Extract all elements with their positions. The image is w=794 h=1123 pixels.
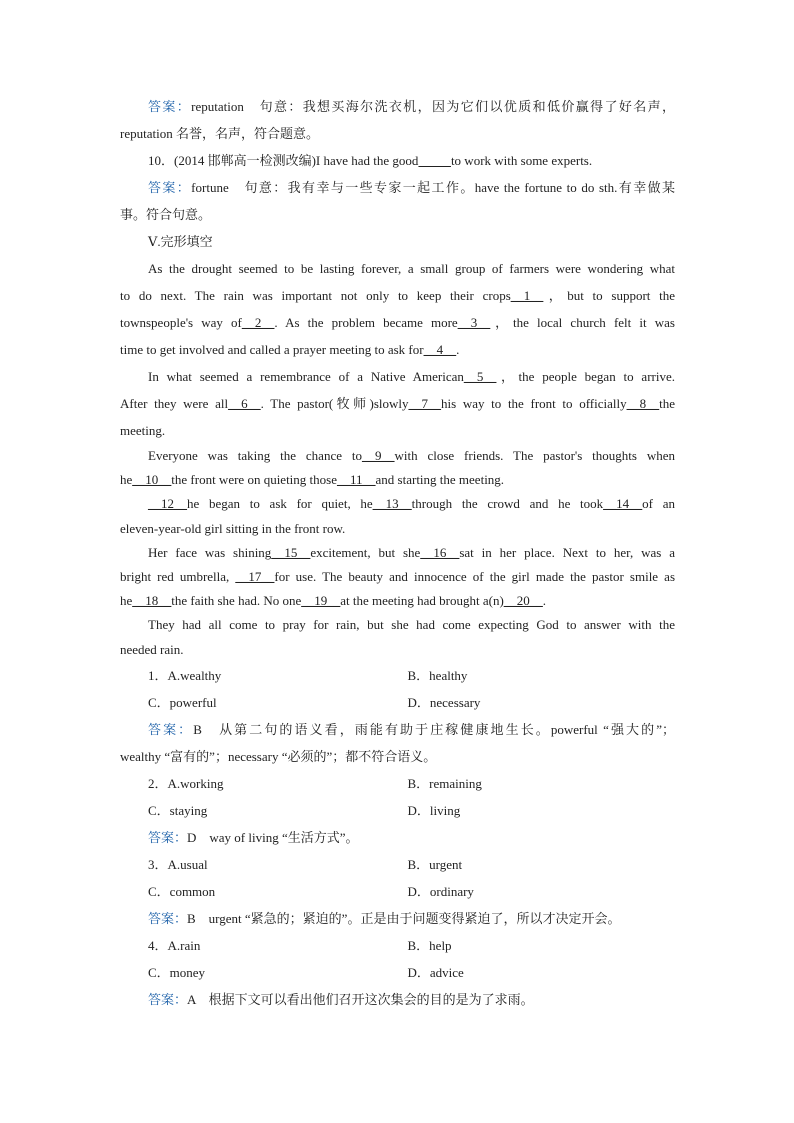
answer-line [120, 824, 675, 851]
option-b: B．urgent [407, 856, 463, 872]
fill-blank: __16__ [420, 544, 460, 560]
text-run: through the crowd and he took [411, 496, 604, 512]
text-line [120, 282, 675, 309]
option-row [120, 959, 675, 986]
question-item [120, 770, 675, 851]
text-run: at the meeting had brought a(n) [340, 593, 504, 609]
text-run: . [456, 342, 460, 357]
text-run: fortune 句意：我有幸与一些专家一起工作。have the fortune to do sth.有幸做某 [191, 180, 675, 195]
answer-label: 答案： [148, 99, 192, 114]
text-run: sat in her place. Next to her, was a [459, 544, 675, 560]
text-run: . The pastor(牧师)slowly [260, 396, 409, 411]
answer-label: 答案： [148, 180, 192, 195]
text-line [120, 201, 675, 228]
text-run: A 根据下文可以看出他们召开这次集会的目的是为了求雨。 [187, 991, 534, 1007]
text-run: with close friends. The pastor's thoughts when [394, 448, 675, 463]
document-page [120, 93, 675, 1013]
option-row [120, 770, 675, 797]
option-row [120, 797, 675, 824]
text-run: townspeople's way of [120, 315, 242, 330]
fill-blank: __3__ [457, 315, 491, 330]
text-run: his way to the front to officially [441, 396, 627, 411]
text-run: eleven-year-old girl sitting in the front row. [120, 520, 346, 536]
text-run: of an [642, 496, 675, 512]
fill-blank: __17__ [235, 568, 275, 584]
text-run: reputation 名誉，名声，符合题意。 [120, 126, 319, 141]
question-item [120, 851, 675, 932]
text-line [120, 541, 675, 565]
option-row [120, 932, 675, 959]
fill-blank: __14__ [603, 496, 643, 512]
option-row [120, 851, 675, 878]
fill-blank: __10__ [132, 472, 172, 488]
text-run: ，but to support the [543, 288, 675, 303]
answer-label: 答案： [148, 829, 188, 845]
text-run: to work with some experts. [450, 153, 593, 168]
answer-line [120, 986, 675, 1013]
text-run: As the drought seemed to be lasting forever, a small group of farmers were wondering what [148, 261, 675, 276]
text-run: reputation 句意：我想买海尔洗衣机，因为它们以优质和低价赢得了好名声， [191, 99, 675, 114]
text-run: ，the people began to arrive. [496, 369, 675, 384]
text-line [120, 492, 675, 516]
text-run: Everyone was taking the chance to [148, 448, 362, 463]
option-c: C．staying [148, 802, 208, 818]
text-run: In what seemed a remembrance of a Native American [148, 369, 464, 384]
fill-blank: __12__ [148, 496, 187, 512]
fill-blank: __19__ [301, 593, 341, 609]
option-b: B．healthy [407, 667, 468, 683]
text-run: he [120, 472, 133, 488]
text-run: the faith she had. No one [171, 593, 302, 609]
fill-blank: __20__ [503, 593, 543, 609]
answer-line [120, 905, 675, 932]
option-row [120, 689, 675, 716]
text-run: he began to ask for quiet, he [187, 496, 373, 512]
option-d: D．necessary [407, 694, 481, 710]
questions-block [120, 662, 675, 1013]
text-run: bright red umbrella, [120, 568, 236, 584]
fill-blank: __8__ [626, 396, 660, 411]
text-line [120, 309, 675, 336]
text-line [120, 638, 675, 662]
option-d: D．living [407, 802, 461, 818]
text-run: for use. The beauty and innocence of the girl made the pastor smile as [274, 568, 675, 584]
fill-blank: __4__ [423, 342, 457, 357]
text-line [120, 174, 675, 201]
answer-label: 答案： [148, 991, 188, 1007]
text-run: Her face was shining [148, 544, 272, 560]
option-d: D．ordinary [407, 883, 474, 899]
option-row [120, 878, 675, 905]
text-line [120, 517, 675, 541]
text-run: and starting the meeting. [375, 472, 505, 488]
text-run: After they were all [120, 396, 229, 411]
text-line [120, 120, 675, 147]
text-line [120, 93, 675, 120]
text-run: . As the problem became more [274, 315, 458, 330]
option-d: D．advice [407, 964, 464, 980]
text-line [120, 589, 675, 613]
passage-block [120, 93, 675, 662]
fill-blank: __13__ [372, 496, 412, 512]
option-b: B．help [407, 937, 452, 953]
question-item [120, 662, 675, 770]
option-a: 2．A.working [148, 775, 224, 791]
fill-blank: __9__ [361, 448, 395, 463]
text-line [120, 417, 675, 444]
option-a: 4．A.rain [148, 937, 201, 953]
text-run: excitement, but she [310, 544, 421, 560]
text-run: B 从第二句的语义看，雨能有助于庄稼健康地生长。powerful “强大的”； [193, 721, 675, 737]
text-line [120, 255, 675, 282]
fill-blank [418, 153, 451, 168]
text-line [120, 468, 675, 492]
text-run: ，the local church felt it was [490, 315, 675, 330]
text-run: wealthy “富有的”；necessary “必须的”；都不符合语义。 [120, 748, 437, 764]
text-run: to do next. The rain was important not only to keep their crops [120, 288, 511, 303]
text-run: he [120, 593, 133, 609]
text-line [120, 444, 675, 468]
option-a: 3．A.usual [148, 856, 208, 872]
option-c: C．common [148, 883, 216, 899]
text-run: They had all come to pray for rain, but she had come expecting God to answer with the [148, 617, 675, 633]
text-run: B urgent “紧急的；紧迫的”。正是由于问题变得紧迫了，所以才决定开会。 [187, 910, 621, 926]
option-c: C．money [148, 964, 206, 980]
answer-label: 答案： [148, 721, 194, 737]
text-run: needed rain. [120, 641, 184, 657]
text-run: D way of living “生活方式”。 [187, 829, 359, 845]
answer-line [120, 743, 675, 770]
text-run: . [542, 593, 547, 609]
question-item [120, 932, 675, 1013]
fill-blank: __18__ [132, 593, 172, 609]
fill-blank: __2__ [241, 315, 275, 330]
text-run: the front were on quieting those [171, 472, 337, 488]
option-a: 1．A.wealthy [148, 667, 222, 683]
fill-blank: __7__ [408, 396, 441, 411]
fill-blank: __11__ [337, 472, 376, 488]
text-line [120, 565, 675, 589]
text-run: 事。符合句意。 [120, 207, 212, 222]
answer-label: 答案： [148, 910, 188, 926]
answer-line [120, 716, 675, 743]
fill-blank: __15__ [271, 544, 311, 560]
text-run: Ⅴ.完形填空 [148, 234, 213, 249]
text-run: 10．(2014 邯郸高一检测改编)I have had the good [148, 153, 419, 168]
text-line [120, 390, 675, 417]
fill-blank: __6__ [228, 396, 261, 411]
text-line [120, 228, 675, 255]
option-row [120, 662, 675, 689]
text-run: meeting. [120, 423, 166, 438]
option-c: C．powerful [148, 694, 217, 710]
text-line [120, 147, 675, 174]
text-run: time to get involved and called a prayer meeting to ask for [120, 342, 424, 357]
text-line [120, 363, 675, 390]
fill-blank: __5__ [463, 369, 497, 384]
text-line [120, 336, 675, 363]
text-line [120, 613, 675, 637]
option-b: B．remaining [407, 775, 482, 791]
fill-blank: __1__ [510, 288, 544, 303]
text-run: the [659, 396, 675, 411]
